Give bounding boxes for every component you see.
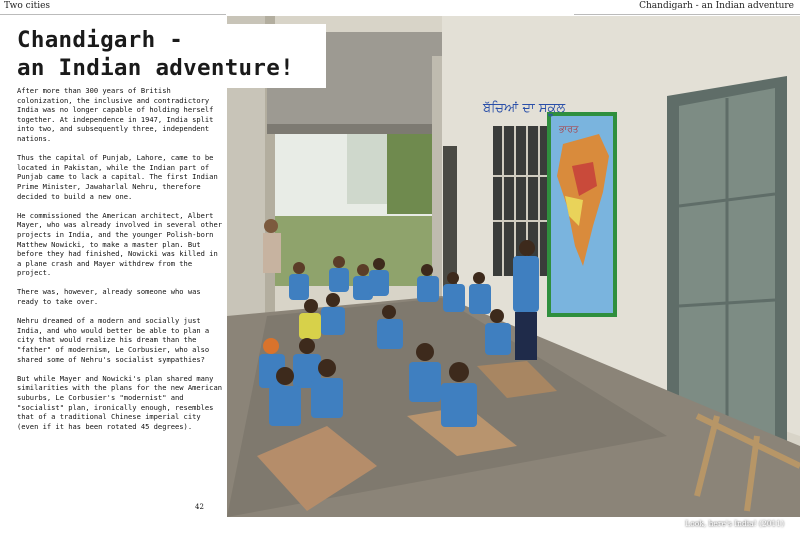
paragraph: Thus the capital of Punjab, Lahore, came to be located in Pakistan, while the Indian part of Punjab came to lack a capital. The first Indian Prime Minister, Jawaharlal Nehru, therefore decided to build a new one. bbox=[17, 153, 218, 201]
photo-caption: Look, here's India! (2011) bbox=[685, 519, 784, 528]
running-head-right: Chandigarh - an Indian adventure bbox=[639, 1, 794, 11]
header-rule-left bbox=[0, 14, 226, 15]
paragraph: He commissioned the American architect, Albert Mayer, who was already involved in several other projects in India, and the younger Polish-born Matthew Nowicki, to make a master plan. But before they had finished, Nowicki was killed in a plane crash and Mayer withdrew from the project. bbox=[17, 210, 222, 278]
paragraph: There was, however, already someone who was ready to take over. bbox=[17, 287, 201, 307]
wall-sign-text: ਬੱਚਿਆਂ ਦਾ ਸਕੂਲ bbox=[483, 101, 566, 116]
article-title bbox=[8, 24, 326, 82]
title-box bbox=[8, 24, 326, 88]
title-line-2: an Indian adventure! bbox=[17, 55, 294, 81]
paragraph: Nehru dreamed of a modern and socially just India, and who would better be able to plan a city that would realize his dream than the "father" of modernism, Le Corbusier, who also shared some of Nehru's socialist sympathies? bbox=[17, 316, 210, 364]
classroom-photo bbox=[227, 16, 800, 528]
paragraph: But while Mayer and Nowicki's plan shared many similarities with the plans for the new American suburbs, Le Corbusier's "modernist" and "socialist" plan, ironically enough, resembles that of a traditional Chinese imperial city (even if it has been rotated 45 degrees). bbox=[17, 373, 222, 431]
header-rule-right bbox=[574, 14, 800, 15]
page-number: 42 bbox=[195, 503, 204, 511]
running-head-left: Two cities bbox=[4, 1, 51, 11]
map-label-text: ਭਾਰਤ bbox=[559, 125, 579, 135]
article-body bbox=[17, 86, 222, 441]
title-line-1: Chandigarh - bbox=[17, 27, 184, 53]
paragraph: After more than 300 years of British colonization, the inclusive and contradictory India was no longer capable of holding herself together. At independence in 1947, India split into two, and subsequently three, independent nations. bbox=[17, 86, 214, 143]
